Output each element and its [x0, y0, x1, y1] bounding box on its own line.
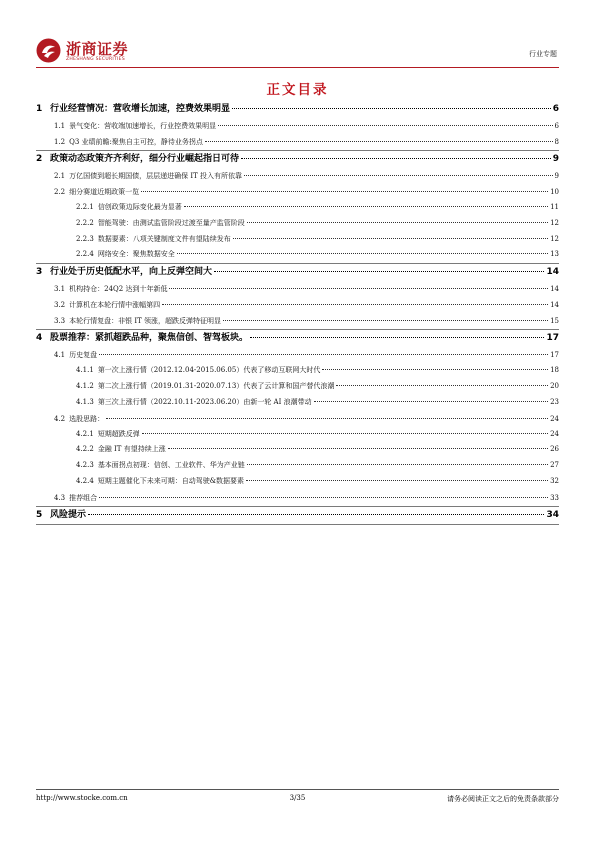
toc-entry-title: 行业经营情况：营收增长加速，控费效果明显: [50, 104, 231, 114]
toc-entry[interactable]: [36, 232, 559, 248]
toc-entry[interactable]: [36, 330, 559, 347]
toc-entry-title: 机构持仓：24Q2 达到十年新低: [69, 285, 168, 294]
toc-entry-number: 3.3: [54, 317, 66, 326]
toc-leader-dots: [233, 238, 548, 239]
toc-leader-dots: [246, 480, 548, 481]
toc-entry-page: 26: [550, 445, 559, 454]
toc-entry-number: 2.2.4: [76, 250, 94, 259]
toc-entry-number: 4.1.2: [76, 381, 94, 390]
toc-entry-page: 27: [550, 461, 559, 470]
toc-entry-title: 金融 IT 有望持续上涨: [97, 445, 166, 454]
toc-leader-dots: [336, 385, 548, 386]
toc-entry[interactable]: [36, 379, 559, 395]
toc-entry-number: 3: [36, 267, 43, 278]
toc-entry-title: 数据要素：八项关键制度文件有望陆续发布: [97, 234, 231, 243]
toc-entry-title: Q3 业绩前瞻:聚焦自主可控，静待业务拐点: [69, 138, 203, 146]
toc-entry-title: 第三次上涨行情（2022.10.11-2023.06.20）由新一轮 AI 浪潮带动: [97, 397, 312, 406]
toc-entry-title: 信创政策边际变化最为显著: [97, 203, 182, 211]
toc-entry-title: 行业处于历史低配水平，向上反弹空间大: [50, 267, 213, 278]
logo-name: 浙商证券: [66, 40, 129, 58]
toc-leader-dots: [314, 401, 548, 402]
section-label: 行业专题: [529, 50, 557, 58]
logo-subtitle: ZHESHANG SECURITIES: [66, 57, 125, 62]
toc-entry[interactable]: [36, 313, 559, 330]
toc-entry-page: 15: [550, 317, 559, 326]
toc-entry[interactable]: [36, 168, 559, 184]
toc-entry-number: 4.1.3: [76, 397, 94, 406]
toc-entry-page: 8: [554, 138, 559, 146]
toc-entry[interactable]: [36, 507, 559, 525]
toc-entry-title: 第一次上涨行情（2012.12.04-2015.06.05）代表了移动互联网大时代: [97, 366, 321, 375]
toc-entry-number: 1: [36, 104, 43, 114]
toc-entry-page: 13: [550, 250, 559, 259]
toc-entry[interactable]: [36, 216, 559, 232]
footer-notice: 请务必阅读正文之后的免责条款部分: [447, 795, 559, 803]
toc-leader-dots: [244, 175, 553, 176]
toc-entry-title: 股票推荐：紧抓超跌品种，聚焦信创、智驾板块。: [50, 333, 249, 344]
toc-leader-dots: [142, 433, 548, 434]
toc-entry-page: 18: [550, 366, 559, 375]
toc-leader-dots: [88, 514, 544, 515]
toc-entry-page: 33: [550, 493, 559, 502]
toc-entry-title: 短期超跌反弹: [97, 429, 140, 438]
toc-entry-title: 风险提示: [50, 509, 87, 520]
toc-leader-dots: [241, 158, 551, 159]
toc-leader-dots: [184, 206, 548, 207]
toc-entry[interactable]: [36, 264, 559, 281]
toc-entry-number: 2: [36, 154, 43, 164]
toc-entry-number: 4.2.2: [76, 445, 94, 454]
toc-entry-number: 3.2: [54, 301, 66, 310]
toc-leader-dots: [177, 253, 548, 254]
toc-entry-page: 34: [546, 509, 559, 520]
toc-entry-number: 4.3: [54, 493, 66, 502]
toc-entry-title: 景气变化：营收端加速增长，行业控费效果明显: [69, 122, 217, 130]
toc-entry-title: 推荐组合: [69, 493, 98, 502]
toc-entry-number: 4.2.3: [76, 461, 94, 470]
toc-leader-dots: [205, 141, 553, 142]
toc-entry[interactable]: [36, 363, 559, 379]
toc-entry-page: 17: [546, 333, 559, 344]
toc-title: 正文目录: [266, 82, 329, 98]
toc-entry-title: 基本面拐点初现：信创、工业软件、华为产业链: [97, 461, 245, 470]
footer-url[interactable]: http://www.stocke.com.cn: [36, 794, 128, 802]
toc-entry-number: 2.1: [54, 172, 66, 180]
toc-entry-title: 第二次上涨行情（2019.01.31-2020.07.13）代表了云计算和国产替代浪潮: [97, 381, 335, 390]
toc-entry[interactable]: [36, 281, 559, 297]
toc-entry[interactable]: [36, 427, 559, 443]
table-of-contents: [36, 101, 559, 525]
toc-entry[interactable]: [36, 411, 559, 427]
toc-entry[interactable]: [36, 490, 559, 507]
toc-entry-number: 5: [36, 509, 43, 520]
page-number: 3/35: [289, 794, 306, 802]
toc-entry-title: 网络安全：聚焦数据安全: [97, 250, 175, 259]
toc-entry-page: 11: [550, 203, 559, 211]
toc-leader-dots: [232, 108, 551, 109]
toc-entry-page: 14: [550, 285, 559, 294]
toc-entry-number: 2.2.1: [76, 203, 94, 211]
toc-entry[interactable]: [36, 101, 559, 118]
toc-entry-page: 24: [550, 429, 559, 438]
toc-entry-number: 4.1.1: [76, 366, 94, 375]
toc-entry-page: 9: [552, 154, 559, 164]
toc-entry-number: 3.1: [54, 285, 66, 294]
toc-leader-dots: [218, 125, 552, 126]
toc-entry-title: 万亿国债到超长期国债，层层递进确保 IT 投入有所依靠: [69, 172, 243, 180]
zheshang-logo-icon: [36, 38, 61, 63]
toc-entry-title: 智能驾驶：由测试监管阶段过渡至量产监管阶段: [97, 218, 245, 227]
toc-entry-number: 1.2: [54, 138, 66, 146]
toc-entry-title: 短期主题催化下未来可期：自动驾驶&数据要素: [97, 476, 245, 485]
toc-leader-dots: [247, 464, 548, 465]
toc-entry[interactable]: [36, 134, 559, 151]
toc-leader-dots: [250, 337, 544, 338]
toc-entry-title: 计算机在本轮行情中涨幅第四: [69, 301, 161, 310]
toc-leader-dots: [168, 448, 548, 449]
toc-entry-page: 14: [550, 301, 559, 310]
toc-entry-number: 4: [36, 333, 43, 344]
toc-entry[interactable]: [36, 200, 559, 216]
toc-entry[interactable]: [36, 297, 559, 313]
toc-leader-dots: [99, 354, 548, 355]
toc-entry[interactable]: [36, 184, 559, 200]
toc-entry[interactable]: [36, 151, 559, 168]
toc-entry-page: 6: [552, 104, 559, 114]
header-divider: [36, 67, 559, 68]
toc-entry-page: 32: [550, 476, 559, 485]
toc-leader-dots: [223, 320, 548, 321]
toc-entry-number: 1.1: [54, 122, 66, 130]
toc-entry[interactable]: [36, 442, 559, 458]
toc-entry-page: 14: [546, 267, 559, 278]
toc-entry-page: 9: [554, 172, 559, 180]
toc-entry-page: 20: [550, 381, 559, 390]
toc-entry-page: 12: [550, 218, 559, 227]
toc-entry-number: 2.2: [54, 188, 66, 196]
toc-entry-number: 4.2: [54, 414, 66, 423]
toc-leader-dots: [169, 288, 548, 289]
toc-entry-page: 12: [550, 234, 559, 243]
toc-entry-page: 23: [550, 397, 559, 406]
toc-entry-title: 政策动态政策齐齐利好，细分行业崛起指日可待: [50, 154, 240, 164]
toc-entry-title: 本轮行情复盘：非银 IT 领涨，超跌反弹特征明显: [69, 317, 222, 326]
toc-leader-dots: [99, 497, 548, 498]
toc-leader-dots: [141, 191, 548, 192]
toc-entry[interactable]: [36, 474, 559, 490]
toc-entry-number: 2.2.3: [76, 234, 94, 243]
toc-entry-title: 历史复盘: [69, 351, 98, 360]
toc-entry-title: 细分赛道近期政策一览: [69, 188, 140, 196]
toc-leader-dots: [247, 222, 548, 223]
toc-entry[interactable]: [36, 247, 559, 264]
footer-divider: [36, 789, 559, 790]
toc-leader-dots: [322, 369, 548, 370]
toc-entry[interactable]: [36, 118, 559, 134]
toc-entry[interactable]: [36, 458, 559, 474]
toc-leader-dots: [106, 418, 548, 419]
toc-entry-number: 4.1: [54, 351, 66, 360]
page-header: [36, 36, 559, 66]
toc-entry-title: 选股思路：: [69, 414, 105, 423]
toc-entry-number: 2.2.2: [76, 218, 94, 227]
toc-entry-page: 24: [550, 414, 559, 423]
toc-entry-page: 10: [550, 188, 559, 196]
toc-leader-dots: [214, 271, 544, 272]
toc-entry-page: 17: [550, 351, 559, 360]
toc-entry[interactable]: [36, 395, 559, 411]
toc-entry-number: 4.2.4: [76, 476, 94, 485]
toc-leader-dots: [162, 304, 548, 305]
toc-entry-number: 4.2.1: [76, 429, 94, 438]
toc-entry[interactable]: [36, 347, 559, 363]
toc-entry-page: 6: [554, 122, 559, 130]
